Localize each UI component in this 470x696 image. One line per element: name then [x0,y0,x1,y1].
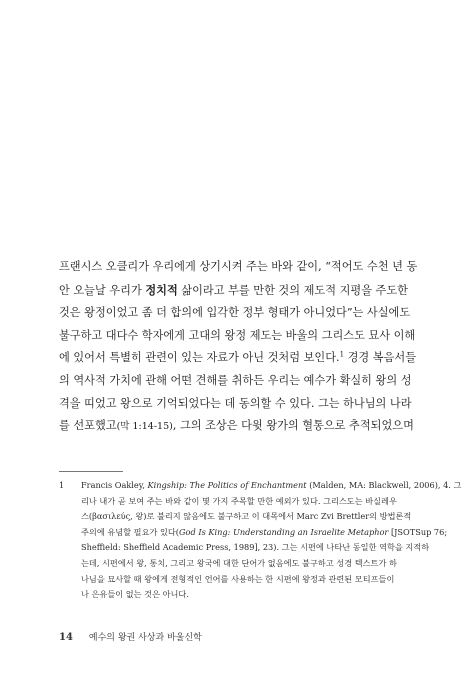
footnote-number: 1 [59,480,65,490]
footnote-line: Sheffield: Sheffield Academic Press, 1989], 23). 그는 시편에 나타난 동일한 역학을 지적하 [81,542,430,553]
body-line: 것은 왕정이었고 좀 더 합의에 입각한 정부 형태가 아니었다”는 사실에도 [59,306,411,320]
footnote-reference: 1 [339,350,345,359]
footnote-line: 리나 내가 곧 보여 주는 바와 같이 몇 가지 주목할 만한 예외가 있다. 그리스도는 바실레우 [81,495,397,506]
body-line: 불구하고 대다수 학자에게 고대의 왕정 제도는 바울의 그리스도 묘사 이해 [59,328,416,342]
body-line: 프랜시스 오클리가 우리에게 상기시켜 주는 바와 같이, “적어도 수천 년 동 [59,260,418,273]
emphasis-political: 정치적 [145,282,178,297]
scripture-reference: (막 1:14-15) [116,421,173,433]
footnote-line: 스(βασιλεύς, 왕)로 불리지 않음에도 불구하고 이 대목에서 Marc Zvi Brettler의 방법론적 [81,511,412,522]
page-number: 14 [59,632,73,643]
body-line [59,415,414,439]
body-text-span: 를 선포했고 [59,419,117,433]
body-text-span: 에 있어서 특별히 관련이 있는 자료가 아닌 것처럼 보인다. [59,351,340,365]
footnote-line [81,525,448,541]
footnote-line: 는데, 시편에서 왕, 통치, 그리고 왕국에 대한 단어가 없음에도 불구하고 성경 텍스트가 하 [81,557,397,568]
page-footer [59,630,202,643]
footnote-text-span: [JSOTSup 76; [388,526,448,537]
book-title: God Is King: Understanding an Israelite Metaphor [179,526,389,537]
body-text-span: 삶이라고 부를 만한 것의 제도적 지평을 주도한 [177,283,408,297]
footnote-text-span: (Malden, MA: Blackwell, 2006), 4. 그 [306,480,462,490]
body-line [59,347,417,370]
footnote-text-span: Francis Oakley, [81,480,148,490]
running-title: 예수의 왕권 사상과 바울신학 [88,633,202,643]
footnote-line [81,478,462,494]
footnote-text-span: 주의에 유념할 필요가 있다( [81,526,180,537]
body-line [59,279,414,303]
footnote-divider [59,471,123,472]
body-paragraph [59,256,418,439]
body-text-span: 경경 복음서들 [344,351,417,365]
body-text-span: , 그의 조상은 다윗 왕가의 혈통으로 추적되었으며 [172,419,414,433]
book-title: Kingship: The Politics of Enchantment [147,480,307,490]
body-text-span: 안 오늘날 우리가 [59,283,146,297]
footnote-line: 나 은유들이 없는 것은 아니다. [81,589,189,600]
footnote-line: 나님을 묘사할 때 왕에게 전형적인 언어를 사용하는 한 시편에 왕정과 관련된 모티프들이 [81,573,395,584]
body-line: 의 역사적 가치에 관해 어떤 견해를 취하든 우리는 예수가 확실히 왕의 성 [59,373,412,387]
body-line: 격을 띠었고 왕으로 기억되었다는 데 동의할 수 있다. 그는 하나님의 나라 [59,396,412,410]
footnote-body [81,478,462,603]
footnote [59,478,462,603]
